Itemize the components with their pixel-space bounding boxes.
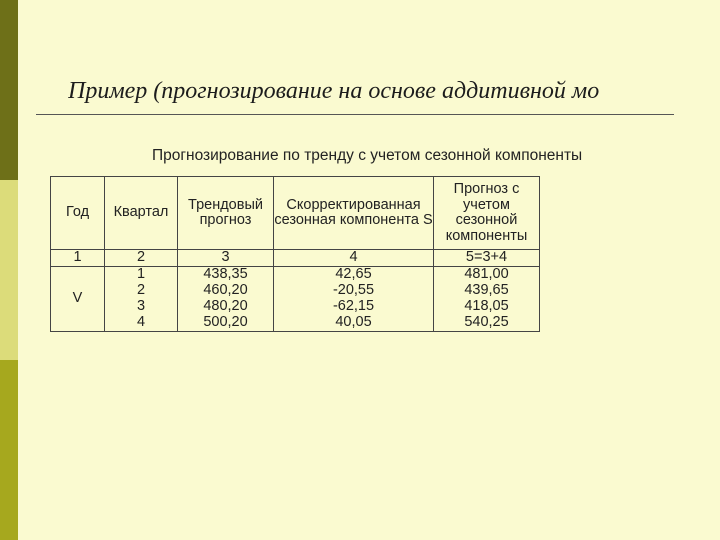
table-row <box>51 266 540 283</box>
forecast-table <box>50 176 540 332</box>
table-row <box>51 315 540 332</box>
trend-cell: 500,20 <box>178 315 274 332</box>
column-number: 4 <box>274 250 434 267</box>
column-number: 5=3+4 <box>434 250 540 267</box>
side-bar-bottom <box>0 360 18 540</box>
header-trend-forecast: Трендовый прогноз <box>178 177 274 250</box>
column-number-row <box>51 250 540 267</box>
column-number: 3 <box>178 250 274 267</box>
seasonal-cell: 40,05 <box>274 315 434 332</box>
seasonal-cell: -20,55 <box>274 283 434 299</box>
forecast-cell: 481,00 <box>434 266 540 283</box>
slide-title: Пример (прогнозирование на основе аддитивной мо <box>68 78 600 104</box>
table-caption: Прогнозирование по тренду с учетом сезонной компоненты <box>152 147 583 164</box>
side-color-bar <box>0 0 18 540</box>
quarter-cell: 3 <box>105 299 178 315</box>
header-year: Год <box>51 177 105 250</box>
forecast-cell: 439,65 <box>434 283 540 299</box>
header-seasonal-forecast: Прогноз с учетом сезонной компоненты <box>434 177 540 250</box>
side-bar-middle <box>0 180 18 360</box>
title-underline <box>36 114 674 115</box>
header-seasonal-component: Скорректированная сезонная компонента S <box>274 177 434 250</box>
quarter-cell: 1 <box>105 266 178 283</box>
trend-cell: 480,20 <box>178 299 274 315</box>
forecast-cell: 540,25 <box>434 315 540 332</box>
year-cell: V <box>51 266 105 331</box>
trend-cell: 460,20 <box>178 283 274 299</box>
seasonal-cell: 42,65 <box>274 266 434 283</box>
quarter-cell: 2 <box>105 283 178 299</box>
table-header-row <box>51 177 540 250</box>
table-row <box>51 283 540 299</box>
quarter-cell: 4 <box>105 315 178 332</box>
seasonal-cell: -62,15 <box>274 299 434 315</box>
table-row <box>51 299 540 315</box>
column-number: 1 <box>51 250 105 267</box>
side-bar-top <box>0 0 18 180</box>
trend-cell: 438,35 <box>178 266 274 283</box>
header-quarter: Квартал <box>105 177 178 250</box>
column-number: 2 <box>105 250 178 267</box>
forecast-cell: 418,05 <box>434 299 540 315</box>
